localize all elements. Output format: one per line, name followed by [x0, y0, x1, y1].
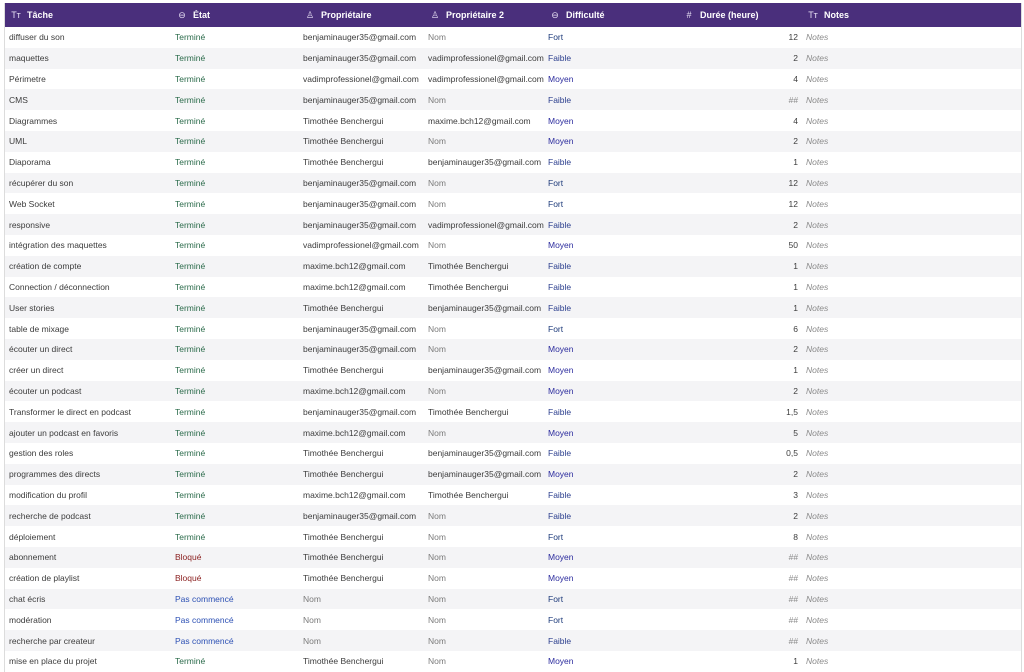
owner2-cell[interactable]: Nom	[428, 136, 446, 147]
owner-cell[interactable]: Timothée Benchergui	[303, 157, 384, 168]
owner2-cell[interactable]: Timothée Benchergui	[428, 261, 509, 272]
duration-cell[interactable]: 12	[788, 32, 798, 43]
state-cell[interactable]: Pas commencé	[175, 614, 234, 625]
notes-cell[interactable]: Notes	[806, 261, 829, 272]
owner2-cell[interactable]: Nom	[428, 240, 446, 251]
owner2-cell[interactable]: Timothée Benchergui	[428, 281, 509, 292]
duration-cell[interactable]: 3	[793, 489, 798, 500]
table-row[interactable]	[5, 277, 1021, 298]
difficulty-cell[interactable]: Faible	[548, 261, 572, 272]
column-header-state[interactable]	[171, 10, 299, 21]
table-row[interactable]	[5, 256, 1021, 277]
table-row[interactable]	[5, 609, 1021, 630]
difficulty-cell[interactable]: Moyen	[548, 469, 574, 480]
owner-cell[interactable]: benjaminauger35@gmail.com	[303, 344, 417, 355]
state-cell[interactable]: Terminé	[175, 510, 206, 521]
owner2-cell[interactable]: Nom	[428, 385, 446, 396]
owner-cell[interactable]: Timothée Benchergui	[303, 469, 384, 480]
notes-cell[interactable]: Notes	[806, 552, 829, 563]
duration-cell[interactable]: 0,5	[786, 448, 798, 459]
task-cell[interactable]: écouter un podcast	[9, 385, 82, 396]
task-cell[interactable]: Transformer le direct en podcast	[9, 406, 132, 417]
state-cell[interactable]: Terminé	[175, 427, 206, 438]
difficulty-cell[interactable]: Faible	[548, 157, 572, 168]
owner-cell[interactable]: benjaminauger35@gmail.com	[303, 510, 417, 521]
table-row[interactable]	[5, 505, 1021, 526]
notes-cell[interactable]: Notes	[806, 635, 829, 646]
duration-cell[interactable]: 12	[788, 177, 798, 188]
task-cell[interactable]: créer un direct	[9, 365, 64, 376]
duration-cell[interactable]: 1	[793, 261, 798, 272]
task-table	[4, 3, 1022, 672]
table-row[interactable]	[5, 297, 1021, 318]
table-row[interactable]	[5, 568, 1021, 589]
owner2-cell[interactable]: Nom	[428, 614, 446, 625]
owner-cell[interactable]: Timothée Benchergui	[303, 115, 384, 126]
table-row[interactable]	[5, 131, 1021, 152]
table-row[interactable]	[5, 443, 1021, 464]
difficulty-cell[interactable]: Faible	[548, 635, 572, 646]
task-cell[interactable]: intégration des maquettes	[9, 240, 107, 251]
task-cell[interactable]: écouter un direct	[9, 344, 73, 355]
difficulty-cell[interactable]: Faible	[548, 448, 572, 459]
difficulty-cell[interactable]: Faible	[548, 281, 572, 292]
task-cell[interactable]: modération	[9, 614, 52, 625]
task-cell[interactable]: table de mixage	[9, 323, 70, 334]
owner-cell[interactable]: Timothée Benchergui	[303, 573, 384, 584]
task-cell[interactable]: Diaporama	[9, 157, 51, 168]
table-row[interactable]	[5, 464, 1021, 485]
table-row[interactable]	[5, 173, 1021, 194]
state-cell[interactable]: Terminé	[175, 302, 206, 313]
table-row[interactable]	[5, 89, 1021, 110]
state-cell[interactable]: Terminé	[175, 281, 206, 292]
difficulty-cell[interactable]: Moyen	[548, 656, 574, 667]
owner2-cell[interactable]: Nom	[428, 323, 446, 334]
notes-cell[interactable]: Notes	[806, 32, 829, 43]
owner-cell[interactable]: benjaminauger35@gmail.com	[303, 198, 417, 209]
owner2-cell[interactable]: Nom	[428, 198, 446, 209]
column-header-label: Tâche	[27, 10, 54, 20]
difficulty-cell[interactable]: Moyen	[548, 573, 574, 584]
difficulty-cell[interactable]: Moyen	[548, 240, 574, 251]
column-header-owner[interactable]	[299, 10, 424, 21]
state-cell[interactable]: Terminé	[175, 385, 206, 396]
column-header-difficulty[interactable]	[544, 10, 676, 21]
duration-cell[interactable]: 2	[793, 344, 798, 355]
notes-cell[interactable]: Notes	[806, 323, 829, 334]
table-row[interactable]	[5, 193, 1021, 214]
owner2-cell[interactable]: benjaminauger35@gmail.com	[428, 157, 542, 168]
duration-cell[interactable]: 12	[788, 198, 798, 209]
difficulty-cell[interactable]: Fort	[548, 177, 564, 188]
duration-cell[interactable]: 2	[793, 53, 798, 64]
table-row[interactable]	[5, 27, 1021, 48]
column-header-label: Durée (heure)	[700, 10, 759, 20]
difficulty-cell[interactable]: Moyen	[548, 115, 574, 126]
table-row[interactable]	[5, 360, 1021, 381]
duration-cell[interactable]: 2	[793, 136, 798, 147]
owner2-cell[interactable]: Nom	[428, 552, 446, 563]
owner2-cell[interactable]: Timothée Benchergui	[428, 406, 509, 417]
duration-cell[interactable]: 8	[793, 531, 798, 542]
table-row[interactable]	[5, 48, 1021, 69]
task-cell[interactable]: CMS	[9, 94, 28, 105]
task-cell[interactable]: UML	[9, 136, 27, 147]
owner-cell[interactable]: Nom	[303, 635, 321, 646]
owner-cell[interactable]: benjaminauger35@gmail.com	[303, 406, 417, 417]
notes-cell[interactable]: Notes	[806, 573, 829, 584]
table-header-row	[5, 3, 1021, 27]
owner-cell[interactable]: Timothée Benchergui	[303, 136, 384, 147]
text-type-icon: Tт	[11, 10, 21, 20]
owner-cell[interactable]: vadimprofessionel@gmail.com	[303, 73, 419, 84]
task-cell[interactable]: gestion des roles	[9, 448, 74, 459]
state-cell[interactable]: Terminé	[175, 240, 206, 251]
task-cell[interactable]: mise en place du projet	[9, 656, 97, 667]
notes-cell[interactable]: Notes	[806, 157, 829, 168]
owner-cell[interactable]: Timothée Benchergui	[303, 656, 384, 667]
notes-cell[interactable]: Notes	[806, 531, 829, 542]
owner-cell[interactable]: Timothée Benchergui	[303, 302, 384, 313]
duration-cell[interactable]: 4	[793, 73, 798, 84]
difficulty-cell[interactable]: Moyen	[548, 552, 574, 563]
owner2-cell[interactable]: Nom	[428, 656, 446, 667]
duration-cell[interactable]: 1,5	[786, 406, 798, 417]
duration-cell[interactable]: 50	[788, 240, 798, 251]
notes-cell[interactable]: Notes	[806, 53, 829, 64]
owner-cell[interactable]: Nom	[303, 614, 321, 625]
owner2-cell[interactable]: vadimprofessionel@gmail.com	[428, 53, 544, 64]
owner-cell[interactable]: maxime.bch12@gmail.com	[303, 489, 406, 500]
owner-cell[interactable]: vadimprofessionel@gmail.com	[303, 240, 419, 251]
notes-cell[interactable]: Notes	[806, 115, 829, 126]
table-row[interactable]	[5, 651, 1021, 672]
notes-cell[interactable]: Notes	[806, 469, 829, 480]
task-cell[interactable]: création de compte	[9, 261, 82, 272]
notes-cell[interactable]: Notes	[806, 344, 829, 355]
difficulty-cell[interactable]: Moyen	[548, 385, 574, 396]
owner-cell[interactable]: Timothée Benchergui	[303, 365, 384, 376]
table-row[interactable]	[5, 526, 1021, 547]
state-cell[interactable]: Terminé	[175, 53, 206, 64]
status-icon: ⊖	[551, 9, 559, 20]
duration-cell[interactable]: 2	[793, 469, 798, 480]
notes-cell[interactable]: Notes	[806, 302, 829, 313]
owner2-cell[interactable]: benjaminauger35@gmail.com	[428, 469, 542, 480]
task-cell[interactable]: User stories	[9, 302, 55, 313]
state-cell[interactable]: Terminé	[175, 531, 206, 542]
owner-cell[interactable]: Timothée Benchergui	[303, 448, 384, 459]
notes-cell[interactable]: Notes	[806, 73, 829, 84]
notes-cell[interactable]: Notes	[806, 427, 829, 438]
notes-cell[interactable]: Notes	[806, 614, 829, 625]
table-row[interactable]	[5, 214, 1021, 235]
state-cell[interactable]: Terminé	[175, 261, 206, 272]
owner2-cell[interactable]: Timothée Benchergui	[428, 489, 509, 500]
owner2-cell[interactable]: Nom	[428, 177, 446, 188]
difficulty-cell[interactable]: Fort	[548, 32, 564, 43]
notes-cell[interactable]: Notes	[806, 656, 829, 667]
state-cell[interactable]: Terminé	[175, 365, 206, 376]
task-cell[interactable]: chat écris	[9, 593, 46, 604]
duration-cell[interactable]: 4	[793, 115, 798, 126]
table-row[interactable]	[5, 422, 1021, 443]
difficulty-cell[interactable]: Moyen	[548, 73, 574, 84]
table-row[interactable]	[5, 235, 1021, 256]
text-type-icon: Tт	[808, 10, 818, 20]
task-cell[interactable]: Périmetre	[9, 73, 46, 84]
table-row[interactable]	[5, 401, 1021, 422]
notes-cell[interactable]: Notes	[806, 406, 829, 417]
table-row[interactable]	[5, 589, 1021, 610]
table-row[interactable]	[5, 110, 1021, 131]
difficulty-cell[interactable]: Faible	[548, 302, 572, 313]
state-cell[interactable]: Terminé	[175, 94, 206, 105]
task-cell[interactable]: recherche de podcast	[9, 510, 91, 521]
difficulty-cell[interactable]: Moyen	[548, 344, 574, 355]
owner-cell[interactable]: benjaminauger35@gmail.com	[303, 32, 417, 43]
duration-cell[interactable]: 5	[793, 427, 798, 438]
owner2-cell[interactable]: Nom	[428, 32, 446, 43]
state-cell[interactable]: Terminé	[175, 73, 206, 84]
column-header-notes[interactable]	[802, 10, 1021, 20]
notes-cell[interactable]: Notes	[806, 385, 829, 396]
table-row[interactable]	[5, 339, 1021, 360]
column-header-label: Notes	[824, 10, 850, 20]
task-cell[interactable]: ajouter un podcast en favoris	[9, 427, 119, 438]
difficulty-cell[interactable]: Faible	[548, 219, 572, 230]
owner2-cell[interactable]: benjaminauger35@gmail.com	[428, 448, 542, 459]
state-cell[interactable]: Terminé	[175, 448, 206, 459]
owner2-cell[interactable]: Nom	[428, 510, 446, 521]
duration-cell[interactable]: 1	[793, 365, 798, 376]
task-cell[interactable]: Web Socket	[9, 198, 55, 209]
task-cell[interactable]: abonnement	[9, 552, 57, 563]
duration-cell[interactable]: 6	[793, 323, 798, 334]
state-cell[interactable]: Terminé	[175, 219, 206, 230]
state-cell[interactable]: Terminé	[175, 489, 206, 500]
state-cell[interactable]: Bloqué	[175, 573, 202, 584]
owner-cell[interactable]: benjaminauger35@gmail.com	[303, 53, 417, 64]
task-cell[interactable]: déploiement	[9, 531, 56, 542]
person-icon: ♙	[430, 9, 440, 20]
duration-cell[interactable]: ##	[788, 94, 798, 105]
notes-cell[interactable]: Notes	[806, 219, 829, 230]
difficulty-cell[interactable]: Faible	[548, 510, 572, 521]
column-header-label: Propriétaire	[321, 10, 372, 20]
notes-cell[interactable]: Notes	[806, 281, 829, 292]
table-body	[5, 27, 1021, 672]
difficulty-cell[interactable]: Faible	[548, 53, 572, 64]
owner-cell[interactable]: benjaminauger35@gmail.com	[303, 323, 417, 334]
owner2-cell[interactable]: vadimprofessionel@gmail.com	[428, 219, 544, 230]
notes-cell[interactable]: Notes	[806, 448, 829, 459]
owner2-cell[interactable]: vadimprofessionel@gmail.com	[428, 73, 544, 84]
owner-cell[interactable]: maxime.bch12@gmail.com	[303, 281, 406, 292]
number-icon: #	[686, 10, 692, 20]
state-cell[interactable]: Pas commencé	[175, 635, 234, 646]
difficulty-cell[interactable]: Fort	[548, 198, 564, 209]
task-cell[interactable]: création de playlist	[9, 573, 80, 584]
column-header-label: État	[193, 10, 211, 20]
owner-cell[interactable]: benjaminauger35@gmail.com	[303, 94, 417, 105]
owner2-cell[interactable]: Nom	[428, 573, 446, 584]
owner2-cell[interactable]: Nom	[428, 635, 446, 646]
state-cell[interactable]: Terminé	[175, 177, 206, 188]
task-cell[interactable]: recherche par createur	[9, 635, 95, 646]
state-cell[interactable]: Pas commencé	[175, 593, 234, 604]
table-row[interactable]	[5, 69, 1021, 90]
task-cell[interactable]: maquettes	[9, 53, 49, 64]
state-cell[interactable]: Terminé	[175, 323, 206, 334]
duration-cell[interactable]: 2	[793, 219, 798, 230]
column-header-task[interactable]	[5, 10, 171, 20]
notes-cell[interactable]: Notes	[806, 177, 829, 188]
owner2-cell[interactable]: Nom	[428, 427, 446, 438]
duration-cell[interactable]: 2	[793, 385, 798, 396]
column-header-owner2[interactable]	[424, 10, 544, 21]
notes-cell[interactable]: Notes	[806, 489, 829, 500]
person-icon: ♙	[305, 9, 315, 20]
duration-cell[interactable]: ##	[788, 593, 798, 604]
owner2-cell[interactable]: maxime.bch12@gmail.com	[428, 115, 531, 126]
column-header-label: Propriétaire 2	[446, 10, 505, 20]
owner-cell[interactable]: benjaminauger35@gmail.com	[303, 177, 417, 188]
duration-cell[interactable]: ##	[788, 614, 798, 625]
owner-cell[interactable]: Nom	[303, 593, 321, 604]
state-cell[interactable]: Terminé	[175, 115, 206, 126]
task-cell[interactable]: programmes des directs	[9, 469, 101, 480]
task-cell[interactable]: récupérer du son	[9, 177, 74, 188]
duration-cell[interactable]: 1	[793, 302, 798, 313]
owner2-cell[interactable]: Nom	[428, 94, 446, 105]
table-row[interactable]	[5, 485, 1021, 506]
state-cell[interactable]: Terminé	[175, 406, 206, 417]
notes-cell[interactable]: Notes	[806, 240, 829, 251]
task-cell[interactable]: Connection / déconnection	[9, 281, 110, 292]
state-cell[interactable]: Terminé	[175, 469, 206, 480]
table-row[interactable]	[5, 381, 1021, 402]
table-row[interactable]	[5, 318, 1021, 339]
state-cell[interactable]: Terminé	[175, 656, 206, 667]
table-row[interactable]	[5, 152, 1021, 173]
duration-cell[interactable]: ##	[788, 552, 798, 563]
column-header-label: Difficulté	[566, 10, 605, 20]
duration-cell[interactable]: ##	[788, 635, 798, 646]
owner2-cell[interactable]: Nom	[428, 344, 446, 355]
owner-cell[interactable]: Timothée Benchergui	[303, 552, 384, 563]
state-cell[interactable]: Bloqué	[175, 552, 202, 563]
task-cell[interactable]: diffuser du son	[9, 32, 65, 43]
difficulty-cell[interactable]: Fort	[548, 531, 564, 542]
notes-cell[interactable]: Notes	[806, 136, 829, 147]
owner-cell[interactable]: Timothée Benchergui	[303, 531, 384, 542]
status-icon: ⊖	[178, 9, 186, 20]
notes-cell[interactable]: Notes	[806, 94, 829, 105]
state-cell[interactable]: Terminé	[175, 136, 206, 147]
owner-cell[interactable]: maxime.bch12@gmail.com	[303, 385, 406, 396]
owner2-cell[interactable]: benjaminauger35@gmail.com	[428, 302, 542, 313]
duration-cell[interactable]: 2	[793, 510, 798, 521]
owner2-cell[interactable]: Nom	[428, 593, 446, 604]
owner2-cell[interactable]: Nom	[428, 531, 446, 542]
state-cell[interactable]: Terminé	[175, 198, 206, 209]
difficulty-cell[interactable]: Moyen	[548, 427, 574, 438]
difficulty-cell[interactable]: Faible	[548, 94, 572, 105]
duration-cell[interactable]: ##	[788, 573, 798, 584]
duration-cell[interactable]: 1	[793, 157, 798, 168]
owner-cell[interactable]: benjaminauger35@gmail.com	[303, 219, 417, 230]
difficulty-cell[interactable]: Fort	[548, 593, 564, 604]
state-cell[interactable]: Terminé	[175, 32, 206, 43]
notes-cell[interactable]: Notes	[806, 510, 829, 521]
difficulty-cell[interactable]: Fort	[548, 323, 564, 334]
difficulty-cell[interactable]: Moyen	[548, 136, 574, 147]
table-row[interactable]	[5, 547, 1021, 568]
owner-cell[interactable]: maxime.bch12@gmail.com	[303, 261, 406, 272]
owner2-cell[interactable]: benjaminauger35@gmail.com	[428, 365, 542, 376]
notes-cell[interactable]: Notes	[806, 365, 829, 376]
notes-cell[interactable]: Notes	[806, 198, 829, 209]
column-header-duration[interactable]	[676, 10, 802, 20]
difficulty-cell[interactable]: Faible	[548, 489, 572, 500]
difficulty-cell[interactable]: Fort	[548, 614, 564, 625]
owner-cell[interactable]: maxime.bch12@gmail.com	[303, 427, 406, 438]
duration-cell[interactable]: 1	[793, 656, 798, 667]
table-row[interactable]	[5, 630, 1021, 651]
task-cell[interactable]: modification du profil	[9, 489, 87, 500]
difficulty-cell[interactable]: Moyen	[548, 365, 574, 376]
state-cell[interactable]: Terminé	[175, 344, 206, 355]
notes-cell[interactable]: Notes	[806, 593, 829, 604]
state-cell[interactable]: Terminé	[175, 157, 206, 168]
task-cell[interactable]: Diagrammes	[9, 115, 58, 126]
duration-cell[interactable]: 1	[793, 281, 798, 292]
task-cell[interactable]: responsive	[9, 219, 51, 230]
difficulty-cell[interactable]: Faible	[548, 406, 572, 417]
